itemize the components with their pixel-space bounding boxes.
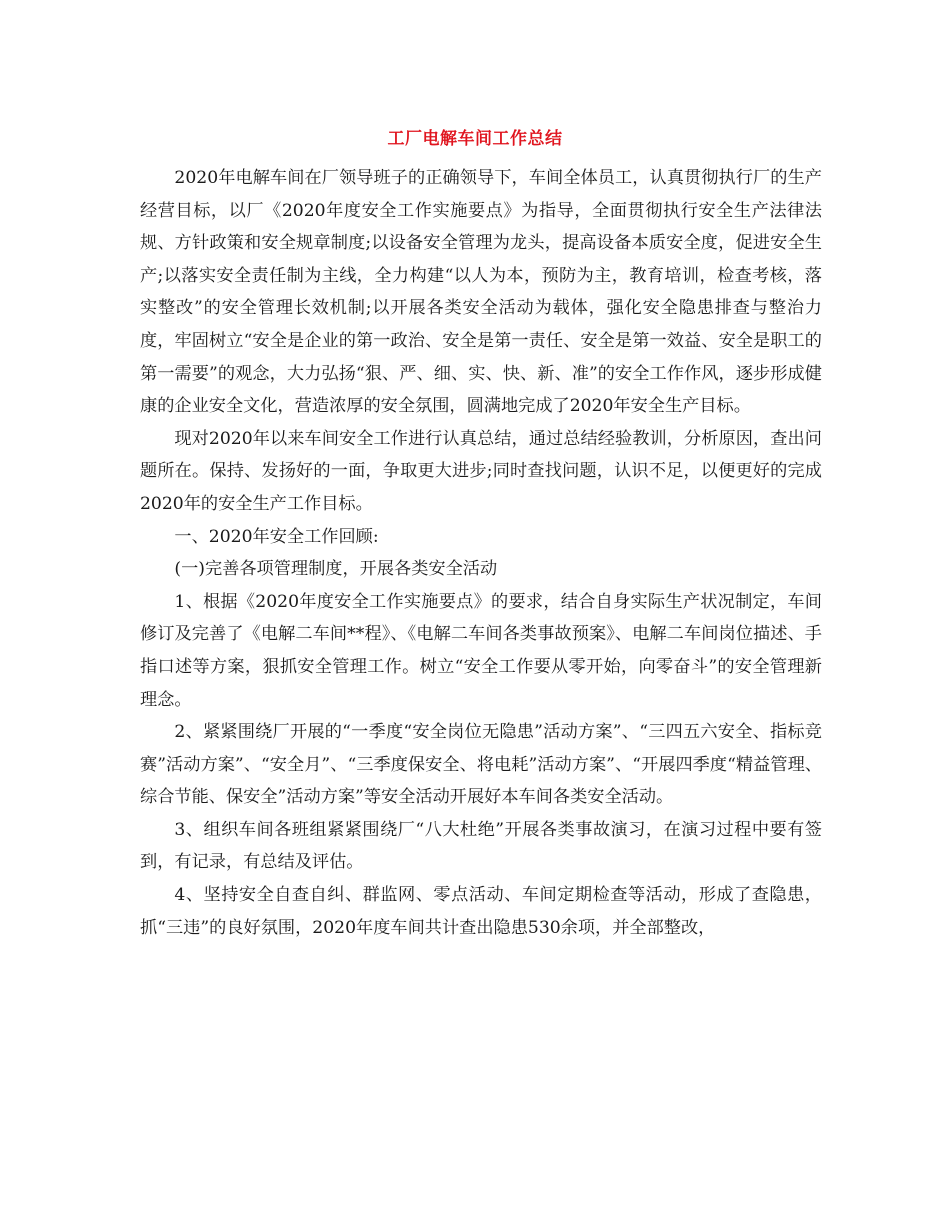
paragraph: 3、组织车间各班组紧紧围绕厂“八大杜绝”开展各类事故演习，在演习过程中要有签到，有记录，有总结及评估。	[140, 819, 822, 873]
document-body	[140, 162, 822, 944]
section-heading: 一、2020年安全工作回顾:	[174, 526, 379, 547]
paragraph: 1、根据《2020年度安全工作实施要点》的要求，结合自身实际生产状况制定，车间修订及完善了《电解二车间**程》、《电解二车间各类事故预案》、电解二车间岗位描述、手指口述等方案，狠抓安全管理工作。树立“安全工作要从零开始，向零奋斗”的安全管理新理念。	[140, 591, 822, 710]
document-title: 工厂电解车间工作总结	[387, 129, 563, 149]
paragraph: 现对2020年以来车间安全工作进行认真总结，通过总结经验教训，分析原因，查出问题所在。保持、发扬好的一面，争取更大进步;同时查找问题，认识不足，以便更好的完成2020年的安全生产工作目标。	[140, 428, 822, 514]
subsection-heading: (一)完善各项管理制度，开展各类安全活动	[174, 559, 498, 580]
paragraph: 2、紧紧围绕厂开展的“一季度“安全岗位无隐患”活动方案”、“三四五六安全、指标竞赛”活动方案”、“安全月”、“三季度保安全、将电耗”活动方案”、“开展四季度“精益管理、综合节能、保安全”活动方案”等安全活动开展好本车间各类安全活动。	[140, 722, 822, 808]
paragraph: 4、坚持安全自查自纠、群监网、零点活动、车间定期检查等活动，形成了查隐患，抓“三违”的良好氛围，2020年度车间共计查出隐患530余项，并全部整改，	[140, 885, 822, 938]
paragraph: 2020年电解车间在厂领导班子的正确领导下，车间全体员工，认真贯彻执行厂的生产经营目标，以厂《2020年度安全工作实施要点》为指导，全面贯彻执行安全生产法律法规、方针政策和安全规章制度;以设备安全管理为龙头，提高设备本质安全度，促进安全生产;以落实安全责任制为主线，全力构建“以人为本，预防为主，教育培训，检查考核，落实整改”的安全管理长效机制;以开展各类安全活动为载体，强化安全隐患排查与整治力度，牢固树立“安全是企业的第一政治、安全是第一责任、安全是第一效益、安全是职工的第一需要”的观念，大力弘扬“狠、严、细、实、快、新、准”的安全工作作风，逐步形成健康的企业安全文化，营造浓厚的安全氛围，圆满地完成了2020年安全生产目标。	[140, 168, 822, 417]
